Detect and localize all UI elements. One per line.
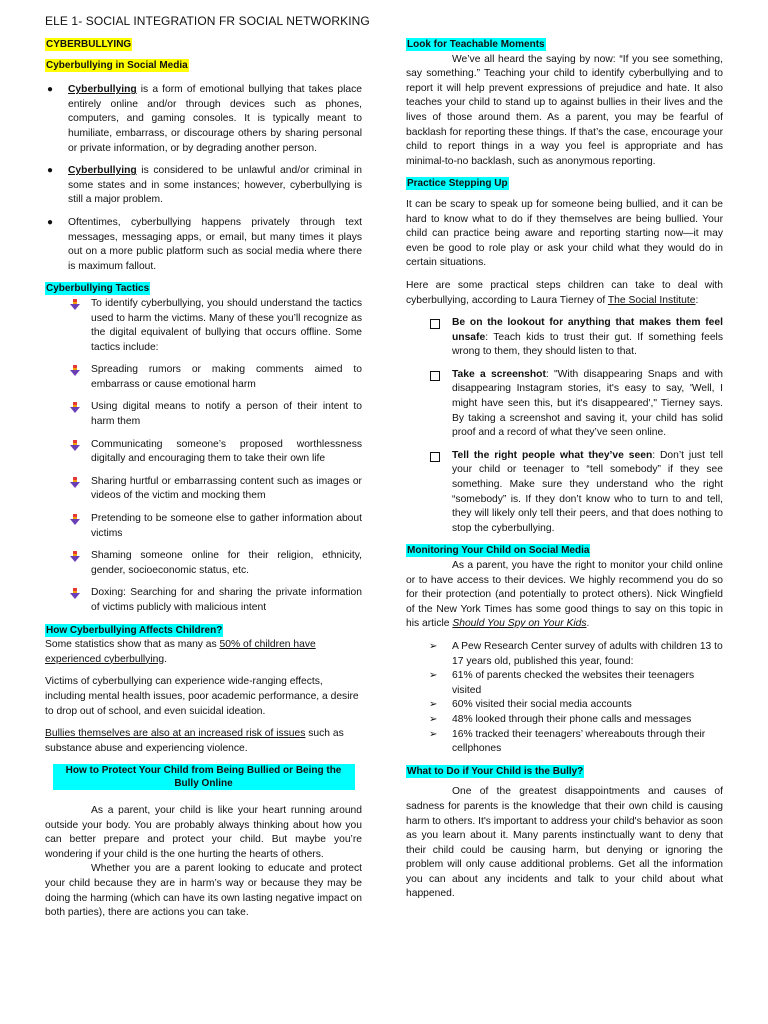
heading-tactics: Cyberbullying Tactics bbox=[46, 283, 150, 295]
item-text: Pretending to be someone else to gather information about victims bbox=[91, 513, 362, 539]
bullies-risk-link[interactable]: Bullies themselves are also at an increased risk of issues bbox=[45, 728, 306, 740]
list-item bbox=[45, 400, 362, 429]
item-text: 16% tracked their teenagers’ whereabouts through their cellphones bbox=[452, 728, 706, 755]
arrow-right-icon: ➢ bbox=[429, 728, 438, 740]
victims-paragraph: Victims of cyberbullying can experience wide-ranging effects, including mental health issues, poor academic performance, a desire to drop out of school, and even suicidal ideation. bbox=[45, 676, 359, 717]
bullet-dot-icon: ● bbox=[47, 165, 54, 177]
arrow-right-icon: ➢ bbox=[429, 699, 438, 711]
item-text: : "With disappearing Snaps and with disappearing Instagram stories, it's easy to say, 'Well, I might have seen this, but it's disappeared'," Tierney says. By taking a screenshot and saving it, your child has solid proof and a record of what they’ve seen online. bbox=[452, 368, 723, 439]
list-item bbox=[45, 216, 362, 274]
item-text: is a form of emotional bullying that takes place entirely online and/or through devices such as phones, computers, and gaming consoles. It is typically meant to humiliate, embarrass, or discourage others by sharing personal or private information, or by degrading another person. bbox=[68, 84, 362, 154]
arrow-down-icon bbox=[69, 551, 81, 563]
text: As a parent, you have the right to monitor your child online or to have access to their devices. We highly recommend you do so for their protection (and potentially to protect others). Nick Wingfield of the New York Times has some good things to say on this topic in his article bbox=[406, 560, 723, 630]
list-item bbox=[45, 586, 362, 615]
definition-list bbox=[45, 83, 362, 274]
arrow-down-icon bbox=[69, 365, 81, 377]
item-text: 61% of parents checked the websites their teenagers visited bbox=[452, 670, 695, 696]
heading-affects: How Cyberbullying Affects Children? bbox=[46, 624, 223, 636]
arrow-down-icon bbox=[69, 440, 81, 452]
item-text: 60% visited their social media accounts bbox=[452, 699, 632, 711]
checkbox-square-icon bbox=[430, 452, 440, 462]
heading-stepping-up: Practice Stepping Up bbox=[407, 178, 508, 190]
protect-paragraph-2: Whether you are a parent looking to educate and protect your child because they are in harm’s way or because they may be doing the harming (which can have its own lasting negative impact on both parties), there are actions you can take. bbox=[45, 863, 362, 919]
item-text: A Pew Research Center survey of adults with children 13 to 17 years old, published this year, found: bbox=[452, 640, 723, 667]
checkbox-square-icon bbox=[430, 371, 440, 381]
text: such as substance abuse and experiencing violence. bbox=[45, 728, 344, 754]
heading-cyberbullying-social-media: Cyberbullying in Social Media bbox=[46, 59, 188, 71]
item-text: Doxing: Searching for and sharing the private information of victims publicly with malicious intent bbox=[91, 587, 362, 613]
tactics-list bbox=[45, 297, 362, 616]
right-column bbox=[406, 38, 723, 910]
arrow-down-icon bbox=[69, 588, 81, 600]
term: Cyberbullying bbox=[68, 165, 137, 177]
checkbox-square-icon bbox=[430, 319, 440, 329]
list-item bbox=[45, 512, 362, 541]
steps-list bbox=[406, 316, 723, 536]
text: Some statistics show that as many as bbox=[45, 639, 220, 651]
left-column bbox=[45, 38, 362, 929]
heading-monitoring: Monitoring Your Child on Social Media bbox=[407, 545, 590, 557]
steps-intro-paragraph bbox=[406, 279, 723, 308]
list-item bbox=[45, 363, 362, 392]
bully-paragraph: One of the greatest disappointments and causes of sadness for parents is the knowledge that their own child is causing harm to others. It's important to address your child's behavior as soon as you learn about it. Many parents instinctually want to deny that their child could be causing harm, but denying or ignoring the problem will only cause additional problems. Get all the information you can about any incidents and talk to your child about what happened. bbox=[406, 786, 723, 900]
list-item bbox=[45, 475, 362, 504]
list-item bbox=[406, 449, 723, 537]
list-item bbox=[406, 316, 723, 360]
protect-paragraph-1: As a parent, your child is like your heart running around outside your body. You are probably always thinking about how you can better prepare and protect your child. But maybe you’re wondering if your child is the one hurting the hearts of others. bbox=[45, 804, 362, 860]
item-text: Oftentimes, cyberbullying happens privately through text messages, messaging apps, or email, but many times it plays out on a more public platform such as social media where there is maximum fallout. bbox=[68, 216, 362, 272]
article-link[interactable]: Should You Spy on Your Kids bbox=[452, 618, 587, 630]
list-item bbox=[406, 713, 723, 728]
list-item bbox=[406, 698, 723, 713]
list-item bbox=[45, 549, 362, 578]
text: . bbox=[586, 618, 590, 630]
item-text: : Don’t just tell your child or teenager to “tell somebody” if they see something. Make sure they understand who the right “somebody” is. If they don’t know who to turn to and tell, they will likely only tell their peers, and that does nothing to stop the cyberbullying. bbox=[452, 449, 723, 534]
step-lead: Be on the lookout for anything that makes them feel unsafe bbox=[452, 317, 723, 343]
step-lead: Tell the right people what they’ve seen bbox=[452, 449, 653, 461]
arrow-down-icon bbox=[69, 477, 81, 489]
stepping-paragraph: It can be scary to speak up for someone being bullied, and it can be hard to know what to do if they themselves are being bullied. Your child can practice being aware and reporting starting now—it may even be good to role play or ask your child what they would do in certain situations. bbox=[406, 198, 723, 269]
heading-child-is-bully: What to Do if Your Child is the Bully? bbox=[407, 765, 584, 777]
list-item bbox=[45, 297, 362, 355]
item-text: Spreading rumors or making comments aimed to embarrass or cause emotional harm bbox=[91, 364, 362, 390]
item-text: is considered to be unlawful and/or criminal in some states and in some instances; however, cyberbullying is still a major problem. bbox=[68, 165, 362, 206]
arrow-right-icon: ➢ bbox=[429, 713, 438, 725]
heading-protect: How to Protect Your Child from Being Bullied or Being the Bully Online bbox=[53, 764, 355, 790]
list-item bbox=[45, 164, 362, 208]
item-text: : Teach kids to trust their gut. If something feels wrong to them, they should listen to that. bbox=[452, 331, 723, 358]
list-item bbox=[45, 83, 362, 156]
document-title: ELE 1- SOCIAL INTEGRATION FR SOCIAL NETWORKING bbox=[45, 14, 370, 28]
list-item bbox=[406, 669, 723, 698]
statistics-paragraph bbox=[45, 638, 362, 667]
list-item bbox=[406, 728, 723, 757]
bullet-dot-icon: ● bbox=[47, 84, 54, 96]
item-text: Shaming someone online for their religion, ethnicity, gender, socioeconomic status, etc. bbox=[91, 550, 362, 576]
arrow-right-icon: ➢ bbox=[429, 640, 438, 652]
text: : bbox=[695, 294, 699, 306]
survey-list bbox=[406, 640, 723, 757]
item-text: Using digital means to notify a person of their intent to harm them bbox=[91, 401, 362, 428]
item-text: Communicating someone’s proposed worthlessness digitally and encouraging them to take their own life bbox=[91, 438, 362, 465]
text: . bbox=[164, 653, 167, 665]
arrow-down-icon bbox=[69, 299, 81, 311]
term: Cyberbullying bbox=[68, 84, 137, 96]
list-item bbox=[406, 368, 723, 441]
bullies-paragraph bbox=[45, 727, 362, 756]
arrow-down-icon bbox=[69, 514, 81, 526]
step-lead: Take a screenshot bbox=[452, 368, 546, 380]
teachable-paragraph: We’ve all heard the saying by now: “If you see something, say something.” Teaching your child to identify cyberbullying and to report it will help prevent expressions of prejudice and hate. It also teaches your child to stand up to against bullies in their lives and the lives of those around them. As a parent, you may be fearful of backlash for reporting these things. If that’s the case, encourage your child to report things in a way you feel is appropriate and has minimal-to-no backlash, such as anonymous reporting. bbox=[406, 53, 723, 167]
statistics-link[interactable]: 50% of children have experienced cyberbullying bbox=[45, 639, 316, 665]
text: Here are some practical steps children can take to deal with cyberbullying, according to Laura Tierney of bbox=[406, 279, 723, 306]
heading-cyberbullying: CYBERBULLYING bbox=[46, 39, 132, 50]
bullet-dot-icon: ● bbox=[47, 216, 54, 228]
item-text: To identify cyberbullying, you should understand the tactics used to harm the victims. Many of these you’ll recognize as the digital equivalent of bullying that occurs offline. Some tactics include: bbox=[91, 297, 362, 353]
monitoring-paragraph bbox=[406, 559, 723, 632]
item-text: Sharing hurtful or embarrassing content such as images or videos of the victim and mocking them bbox=[91, 475, 362, 502]
heading-teachable: Look for Teachable Moments bbox=[407, 39, 545, 50]
social-institute-link[interactable]: The Social Institute bbox=[607, 294, 696, 306]
arrow-right-icon: ➢ bbox=[429, 670, 438, 682]
item-text: 48% looked through their phone calls and messages bbox=[452, 713, 692, 725]
arrow-down-icon bbox=[69, 402, 81, 414]
list-item bbox=[45, 438, 362, 467]
list-item bbox=[406, 640, 723, 669]
